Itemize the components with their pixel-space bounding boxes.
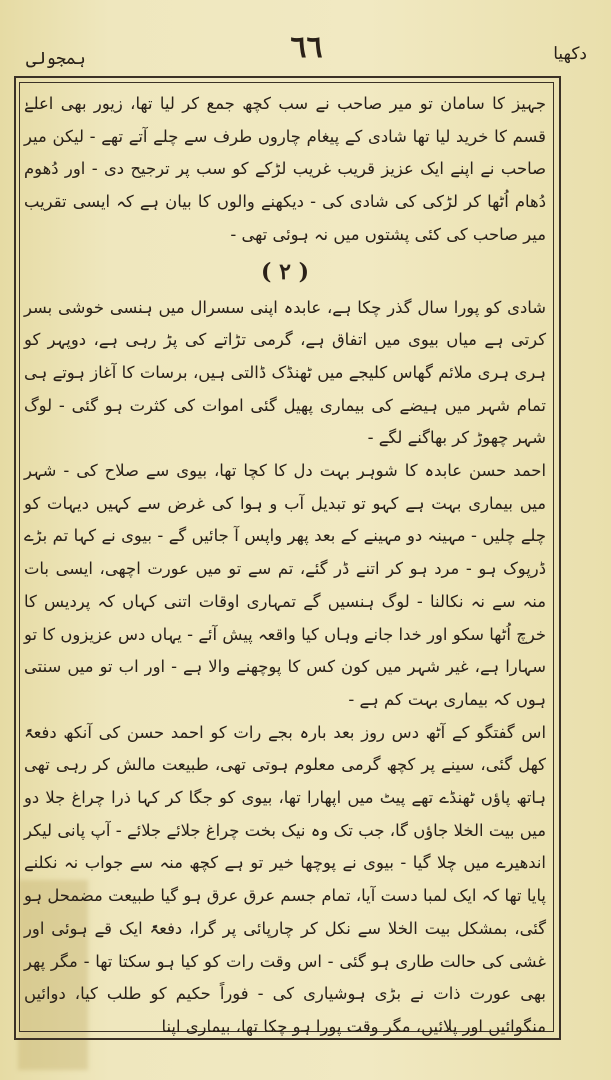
running-title-left: ہمجولی bbox=[26, 49, 86, 69]
page-header bbox=[20, 30, 593, 80]
page-number: ٦٦ bbox=[290, 30, 323, 65]
body-text bbox=[24, 88, 546, 1036]
paragraph-4: اس گفتگو کے آٹھ دس روز بعد بارہ بجے رات کو احمد حسن کی آنکھ دفعۃً کھل گئی، سینے پر کچھ گرمی معلوم ہوتی تھی، طبیعت مالش کر رہی تھی ہاتھ پاؤں ٹھنڈے تھے پیٹ میں اپھارا تھا، بیوی کو جگا کر کہا ذرا چراغ جلا دو میں بیت الخلا جاؤں گا، جب تک وہ نیک بخت چراغ جلائے جلائے - آپ پانی لیکر اندھیرے میں چلا گیا - بیوی نے پوچھا خیر تو ہے کچھ منہ سے جواب نہ نکلنے پایا تھا کہ ایک لمبا دست آیا، تمام جسم عرق عرق ہو گیا طبیعت مضمحل ہو گئی، بمشکل بیت الخلا سے نکل کر چارپائی پر گرا، دفعۃً ایک قے ہوئی اور غشی کی حالت طاری ہو گئی - اس وقت رات کو کیا ہو سکتا تھا - مگر پھر بھی عورت ذات نے بڑی ہوشیاری کی - فوراً حکیم کو طلب کیا، دوائیں منگوائیں اور پلائیں، مگر وقت پورا ہو چکا تھا، بیماری اپنا bbox=[24, 722, 546, 1036]
section-marker: ( ۲ ) bbox=[261, 258, 309, 285]
paragraph-3: احمد حسن عابدہ کا شوہر بہت دل کا کچا تھا، بیوی سے صلاح کی - شہر میں بیماری بہت ہے کہو تو تبدیل آب و ہوا کی غرض سے کہیں دیہات کو چلے چلیں - مہینہ دو مہینے کے بعد پھر واپس آ جائیں گے - بیوی نے کہا تم بڑے ڈرپوک ہو - مرد ہو کر اتنے ڈر گئے، تم سے تو میں عورت اچھی، ایسی بات منہ سے نہ نکالنا - لوگ ہنسیں گے تمہاری اوقات اتنی کہاں کہ پردیس کا خرچ اُٹھا سکو اور خدا جانے وہاں کیا واقعہ پیش آئے - یہاں دس عزیزوں کا تو سہارا ہے، غیر شہر میں کون کس کا پوچھنے والا ہے - اور اب تو میں سنتی ہوں کہ بیماری بہت کم ہے - bbox=[24, 461, 546, 709]
paragraph-2: شادی کو پورا سال گذر چکا ہے، عابدہ اپنی سسرال میں ہنسی خوشی بسر کرتی ہے میاں بیوی میں اتفاق ہے، گرمی تڑاتے کی پڑ رہی ہے، دوپہر کو ہری ہری ملائم گھاس کلیجے میں ٹھنڈک ڈالتی ہیں، برسات کا آغاز ہوتے ہی تمام شہر میں ہیضے کی بیماری پھیل گئی اموات کی کثرت ہو گئی - لوگ شہر چھوڑ کر بھاگنے لگے - bbox=[24, 297, 546, 448]
running-title-right: دکھیا bbox=[553, 44, 587, 64]
paragraph-1: جہیز کا سامان تو میر صاحب نے سب کچھ جمع کر لیا تھا، زیور بھی اعلےٰ قسم کا خرید لیا تھا شادی کے پیغام چاروں طرف سے چلے آتے تھے - لیکن میر صاحب نے اپنے ایک عزیز قریب غریب لڑکے کو سب پر ترجیح دی - اور دُھوم دُھام اُٹھا کر لڑکی کی شادی کی - دیکھنے والوں کا بیان ہے کہ ایسی تقریب میر صاحب کی کئی پشتوں میں نہ ہوئی تھی - bbox=[24, 94, 546, 244]
